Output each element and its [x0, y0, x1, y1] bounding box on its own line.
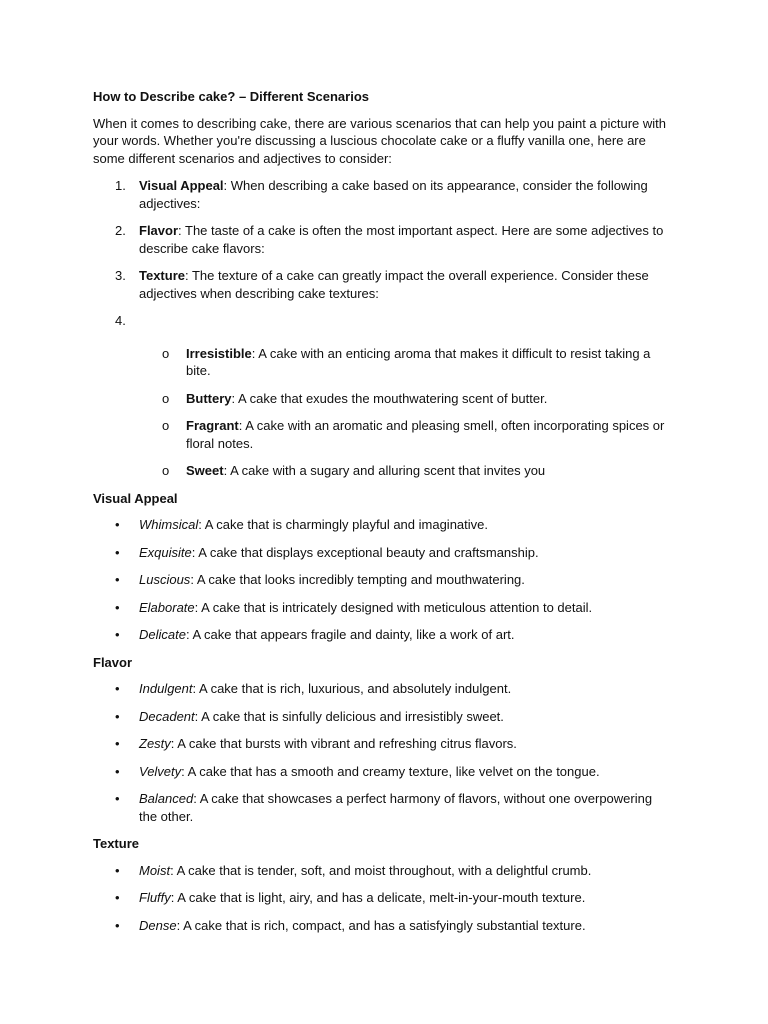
list-item	[93, 735, 668, 753]
item-text: : A cake with an aromatic and pleasing smell, often incorporating spices or floral notes.	[186, 418, 665, 451]
item-text: : A cake with an enticing aroma that makes it difficult to resist taking a bite.	[186, 345, 651, 378]
list-item	[93, 626, 668, 644]
numbered-item	[93, 312, 668, 330]
item-text: : A cake that looks incredibly tempting and mouthwatering.	[190, 572, 525, 587]
aroma-sublist	[93, 345, 668, 480]
sub-list-item	[93, 417, 668, 452]
item-text: : A cake that is rich, luxurious, and absolutely indulgent.	[192, 681, 512, 696]
circle-bullet: o	[162, 345, 170, 361]
item-term: Flavor	[139, 223, 179, 238]
item-term: Elaborate	[139, 599, 195, 615]
list-number: 3.	[115, 268, 126, 283]
list-item	[93, 599, 668, 617]
list-item	[93, 790, 668, 825]
item-term: Whimsical	[139, 517, 199, 532]
numbered-item	[93, 267, 668, 302]
flavor-list	[93, 680, 668, 825]
list-item	[93, 763, 668, 781]
list-item	[93, 862, 668, 880]
item-term: Exquisite	[139, 544, 192, 560]
numbered-item	[93, 222, 668, 257]
bullet-dot: •	[115, 763, 120, 779]
item-text: : The taste of a cake is often the most important aspect. Here are some adjectives to describe cake flavors:	[139, 223, 664, 256]
list-item	[93, 544, 668, 562]
item-text: : A cake that is light, airy, and has a delicate, melt-in-your-mouth texture.	[170, 890, 586, 905]
item-text: : A cake that bursts with vibrant and refreshing citrus flavors.	[170, 736, 517, 751]
item-term: Sweet	[186, 463, 224, 478]
item-text: : A cake that is tender, soft, and moist throughout, with a delightful crumb.	[170, 862, 592, 878]
list-item	[93, 680, 668, 698]
item-term: Zesty	[139, 736, 171, 751]
item-term: Velvety	[139, 763, 182, 779]
item-term: Visual Appeal	[139, 178, 224, 193]
item-term: Indulgent	[139, 681, 193, 696]
bullet-dot: •	[115, 862, 120, 878]
list-item	[93, 917, 668, 935]
item-text: : A cake that has a smooth and creamy texture, like velvet on the tongue.	[181, 763, 600, 779]
bullet-dot: •	[115, 572, 120, 587]
sub-list-item	[93, 462, 668, 480]
item-term: Balanced	[139, 791, 194, 806]
circle-bullet: o	[162, 463, 170, 478]
item-term: Texture	[139, 268, 185, 283]
item-text: : A cake with a sugary and alluring scent that invites you	[223, 463, 546, 478]
item-term: Irresistible	[186, 345, 252, 361]
item-term: Delicate	[139, 627, 186, 642]
bullet-dot: •	[115, 917, 120, 933]
list-number: 4.	[115, 313, 126, 328]
item-term: Fluffy	[139, 890, 171, 905]
list-item	[93, 571, 668, 589]
item-text: : A cake that is sinfully delicious and irresistibly sweet.	[194, 708, 504, 724]
item-text: : A cake that is intricately designed with meticulous attention to detail.	[194, 599, 593, 615]
bullet-dot: •	[115, 681, 120, 696]
list-number: 1.	[115, 178, 126, 193]
texture-list	[93, 862, 668, 935]
sub-list-item	[93, 390, 668, 408]
bullet-dot: •	[115, 890, 120, 905]
bullet-dot: •	[115, 627, 120, 642]
item-term: Decadent	[139, 708, 195, 724]
item-text: : A cake that appears fragile and dainty, like a work of art.	[185, 627, 515, 642]
item-text: : The texture of a cake can greatly impact the overall experience. Consider these adjectives when describing cake textures:	[139, 268, 649, 301]
bullet-dot: •	[115, 791, 120, 806]
document-title: How to Describe cake? – Different Scenarios	[93, 89, 369, 104]
item-text: : A cake that is charmingly playful and imaginative.	[198, 517, 488, 532]
item-term: Luscious	[139, 572, 191, 587]
section-heading-visual-appeal: Visual Appeal	[93, 490, 178, 506]
numbered-list	[93, 177, 668, 330]
section-heading-flavor: Flavor	[93, 654, 133, 670]
bullet-dot: •	[115, 708, 120, 724]
item-text: : When describing a cake based on its appearance, consider the following adjectives:	[139, 178, 648, 211]
item-term: Moist	[139, 862, 171, 878]
circle-bullet: o	[162, 390, 170, 406]
section-heading-texture: Texture	[93, 836, 139, 851]
bullet-dot: •	[115, 517, 120, 532]
bullet-dot: •	[115, 599, 120, 615]
item-term: Fragrant	[186, 418, 239, 433]
list-item	[93, 708, 668, 726]
item-text: : A cake that displays exceptional beauty and craftsmanship.	[191, 544, 539, 560]
visual-appeal-list	[93, 516, 668, 644]
numbered-item	[93, 177, 668, 212]
circle-bullet: o	[162, 418, 170, 433]
list-number: 2.	[115, 223, 126, 238]
item-text: : A cake that exudes the mouthwatering scent of butter.	[231, 390, 548, 406]
bullet-dot: •	[115, 736, 120, 751]
intro-paragraph: When it comes to describing cake, there are various scenarios that can help you paint a picture with your words. Whether you're discussing a luscious chocolate cake or a fluffy vanilla one, here are some different scenarios and adjectives to consider:	[93, 115, 667, 166]
item-term: Buttery	[186, 390, 232, 406]
sub-list-item	[93, 345, 668, 380]
list-item	[93, 516, 668, 534]
item-text: : A cake that showcases a perfect harmony of flavors, without one overpowering the other.	[139, 791, 653, 824]
list-item	[93, 889, 668, 907]
item-text: : A cake that is rich, compact, and has a satisfyingly substantial texture.	[176, 917, 586, 933]
bullet-dot: •	[115, 544, 120, 560]
item-term: Dense	[139, 917, 177, 933]
